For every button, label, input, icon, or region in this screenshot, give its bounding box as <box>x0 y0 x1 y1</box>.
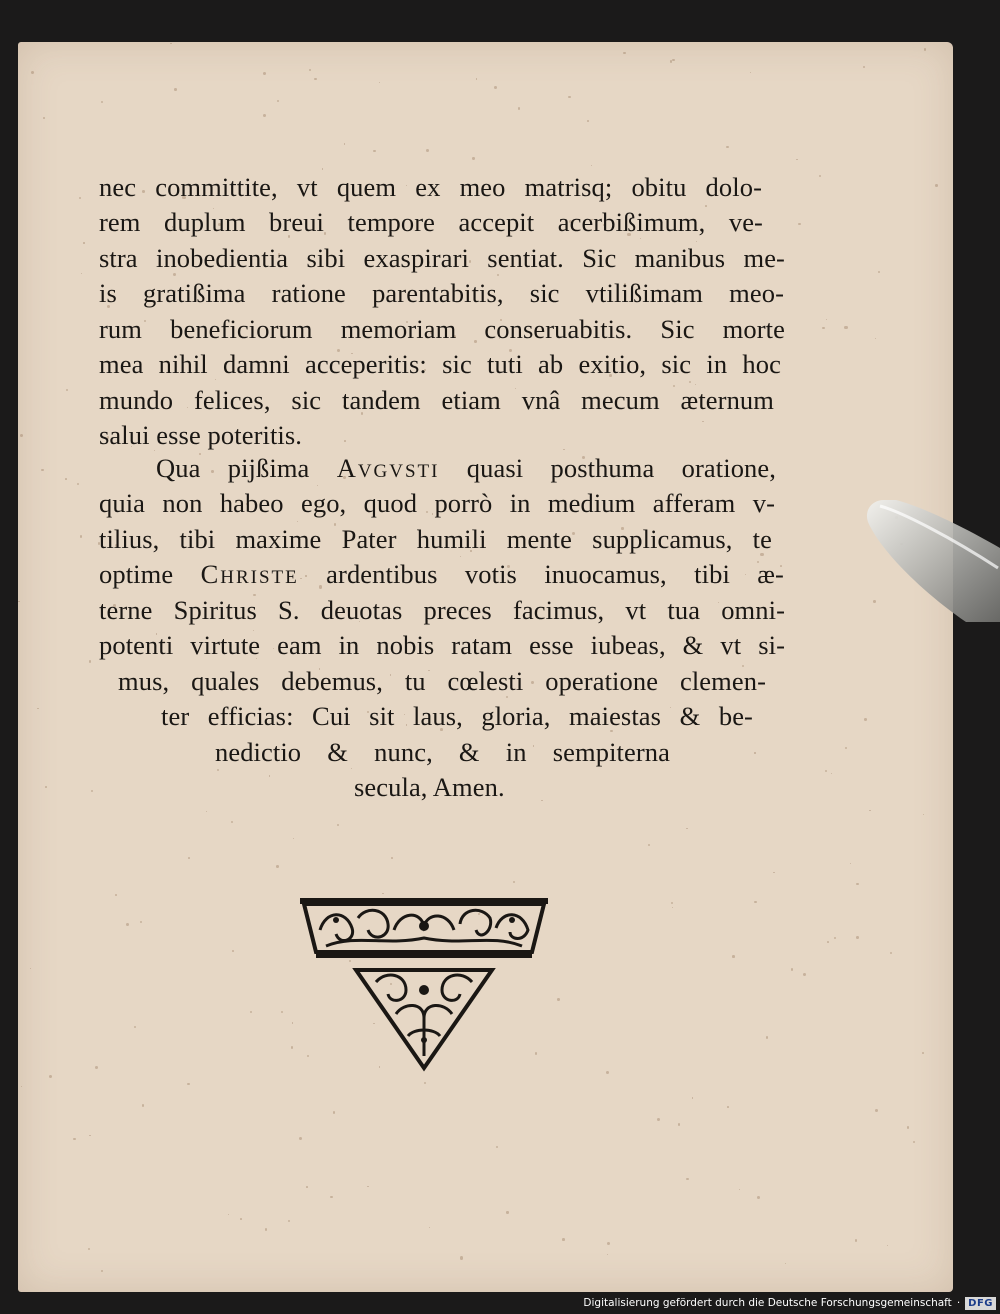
paper-speck <box>513 881 515 883</box>
paper-speck <box>309 69 311 71</box>
paper-speck <box>18 601 20 603</box>
paper-speck <box>126 923 129 926</box>
paper-speck <box>89 660 91 662</box>
paper-speck <box>671 902 673 904</box>
paper-speck <box>174 88 177 91</box>
paper-speck <box>30 968 31 969</box>
paper-speck <box>344 440 346 442</box>
paper-speck <box>429 1227 430 1228</box>
paper-speck <box>754 752 755 753</box>
paper-speck <box>333 1111 335 1113</box>
paper-speck <box>391 857 393 859</box>
paper-speck <box>686 1178 688 1180</box>
paper-speck <box>367 1186 368 1187</box>
paper-speck <box>88 1248 90 1250</box>
paper-speck <box>887 1245 888 1246</box>
paper-speck <box>276 865 279 868</box>
paper-speck <box>890 952 892 954</box>
paper-speck <box>822 327 824 329</box>
paper-speck <box>95 1066 98 1069</box>
text-line: mundo felices, sic tandem etiam vnâ mecum æternum <box>99 385 774 415</box>
paper-speck <box>140 921 142 923</box>
paper-speck <box>299 1137 302 1140</box>
paper-speck <box>766 1036 769 1039</box>
paper-speck <box>922 1052 924 1054</box>
paper-speck <box>557 998 560 1001</box>
paper-speck <box>265 1228 268 1231</box>
text-line: nec committite, vt quem ex meo matrisq; obitu dolo- <box>99 172 762 202</box>
text-line: potenti virtute eam in nobis ratam esse iubeas, & vt si- <box>99 630 785 660</box>
paper-speck <box>91 790 93 792</box>
paper-speck <box>834 937 836 939</box>
paper-speck <box>855 1239 857 1241</box>
paper-speck <box>79 197 81 199</box>
paper-speck <box>232 950 234 952</box>
paper-speck <box>344 143 345 144</box>
paper-speck <box>330 1196 333 1199</box>
paper-speck <box>77 483 79 485</box>
paper-speck <box>791 968 794 971</box>
paper-speck <box>134 1026 136 1028</box>
text-line: rem duplum breui tempore accepit acerbißimum, ve- <box>99 207 763 237</box>
paper-speck <box>170 43 171 44</box>
separator: · <box>956 1297 961 1309</box>
paper-speck <box>293 838 294 839</box>
text-line: quia non habeo ego, quod porrò in medium afferam v- <box>99 488 775 518</box>
footer-credit <box>583 1294 996 1312</box>
paper-speck <box>863 66 865 68</box>
text-line: optime Christe ardentibus votis inuocamus, tibi æ- <box>99 559 784 589</box>
paper-speck <box>231 821 233 823</box>
dfg-logo-icon: DFG <box>965 1297 996 1310</box>
paper-speck <box>657 1118 660 1121</box>
paper-speck <box>878 271 880 273</box>
paper-speck <box>476 78 477 79</box>
paper-speck <box>726 146 729 149</box>
paper-speck <box>49 1075 52 1078</box>
paper-speck <box>288 1220 290 1222</box>
paper-speck <box>563 449 564 450</box>
paper-speck <box>819 175 821 177</box>
text-line: stra inobedientia sibi exaspirari sentiat. Sic manibus me- <box>99 243 785 273</box>
paper-speck <box>591 165 592 166</box>
paper-speck <box>460 1256 463 1259</box>
paper-speck <box>754 901 757 904</box>
paper-speck <box>101 101 103 103</box>
paper-speck <box>607 1254 608 1255</box>
paper-speck <box>727 1106 729 1108</box>
paper-speck <box>65 478 67 480</box>
paper-speck <box>773 872 774 873</box>
paper-speck <box>379 82 380 83</box>
text-line: rum beneficiorum memoriam conseruabitis. Sic morte <box>99 314 785 344</box>
text-line: nedictio & nunc, & in sempiterna <box>215 737 670 767</box>
text-line: terne Spiritus S. deuotas preces facimus, vt tua omni- <box>99 595 785 625</box>
paper-speck <box>648 844 650 846</box>
text-line: tilius, tibi maxime Pater humili mente supplicamus, te <box>99 524 772 554</box>
paper-speck <box>692 1097 693 1098</box>
glass-page-weight <box>862 492 1000 622</box>
paper-speck <box>825 770 827 772</box>
paper-speck <box>750 72 751 73</box>
paper-speck <box>66 389 68 391</box>
paper-speck <box>314 78 317 81</box>
paper-speck <box>757 1196 760 1199</box>
paper-speck <box>623 52 626 55</box>
paper-speck <box>803 973 806 976</box>
paper-speck <box>924 48 927 51</box>
paper-speck <box>263 114 266 117</box>
paper-speck <box>45 786 47 788</box>
paper-speck <box>80 535 83 538</box>
paper-speck <box>541 800 542 801</box>
paper-speck <box>875 1109 878 1112</box>
paper-speck <box>702 421 704 423</box>
paper-speck <box>291 1046 293 1048</box>
paper-speck <box>424 1082 426 1084</box>
paper-speck <box>913 1141 915 1143</box>
paper-speck <box>292 1022 294 1024</box>
text-line: mus, quales debemus, tu cœlesti operatione clemen- <box>118 666 766 696</box>
paper-speck <box>277 100 279 102</box>
paper-speck <box>845 747 847 749</box>
paper-speck <box>935 184 938 187</box>
text-line <box>156 451 776 485</box>
paper-speck <box>83 242 84 243</box>
text-line: is gratißima ratione parentabitis, sic vtilißimam meo- <box>99 278 784 308</box>
paper-speck <box>306 1186 308 1188</box>
paper-speck <box>798 223 801 226</box>
paper-speck <box>337 824 339 826</box>
paper-speck <box>496 1146 498 1148</box>
paper-speck <box>269 775 271 777</box>
paper-speck <box>844 326 847 329</box>
paper-speck <box>31 71 34 74</box>
paper-speck <box>831 773 832 774</box>
paper-speck <box>672 59 674 61</box>
paper-speck <box>587 120 589 122</box>
paper-speck <box>785 1263 787 1265</box>
small-caps-name: Christe <box>200 559 299 589</box>
paper-speck <box>796 159 798 161</box>
paper-speck <box>678 1123 681 1126</box>
paper-speck <box>562 1238 565 1241</box>
paper-speck <box>373 150 375 152</box>
paper-speck <box>217 769 219 771</box>
paper-speck <box>864 718 867 721</box>
paper-speck <box>81 273 82 274</box>
printers-ornament-icon <box>296 890 552 1072</box>
paper-speck <box>826 319 827 320</box>
paper-speck <box>607 1242 610 1245</box>
paper-speck <box>187 1083 189 1085</box>
paper-speck <box>281 1011 283 1013</box>
paper-speck <box>518 107 520 109</box>
paper-speck <box>506 1211 508 1213</box>
text-run: Qua pijßima Avgvsti quasi posthuma oratione, <box>156 453 776 483</box>
paper-speck <box>672 907 673 908</box>
paper-speck <box>606 1071 609 1074</box>
text-line: salui esse poteritis. <box>99 420 303 450</box>
paper-speck <box>21 1086 22 1087</box>
paper-speck <box>923 814 924 815</box>
paper-speck <box>856 936 859 939</box>
paper-speck <box>426 149 429 152</box>
small-caps-name: Avgvsti <box>336 453 440 483</box>
text-line: secula, Amen. <box>354 772 505 802</box>
paper-speck <box>856 883 858 885</box>
paper-speck <box>206 811 207 812</box>
paper-speck <box>20 434 23 437</box>
paper-speck <box>142 1104 145 1107</box>
paper-speck <box>827 941 829 943</box>
paper-speck <box>850 863 851 864</box>
funding-credit-text: Digitalisierung gefördert durch die Deutsche Forschungsgemeinschaft <box>583 1297 952 1309</box>
paper-speck <box>228 1214 229 1215</box>
paper-speck <box>41 469 44 472</box>
paper-speck <box>37 708 38 709</box>
paper-speck <box>263 72 266 75</box>
paper-speck <box>115 894 117 896</box>
paper-speck <box>686 828 688 830</box>
text-line: mea nihil damni acceperitis: sic tuti ab exitio, sic in hoc <box>99 349 781 379</box>
paper-speck <box>73 1138 75 1140</box>
paper-speck <box>732 955 735 958</box>
paper-speck <box>494 86 497 89</box>
paper-speck <box>670 60 672 62</box>
paper-speck <box>568 96 571 99</box>
paper-speck <box>101 1270 103 1272</box>
paper-speck <box>250 1011 252 1013</box>
paper-speck <box>875 338 876 339</box>
paper-speck <box>869 810 870 811</box>
paper-speck <box>907 1126 909 1128</box>
paper-speck <box>188 857 190 859</box>
paper-speck <box>472 157 474 159</box>
paper-speck <box>739 1189 740 1190</box>
paper-speck <box>240 1218 242 1220</box>
paper-speck <box>89 1135 91 1137</box>
paper-speck <box>43 117 45 119</box>
text-line: ter efficias: Cui sit laus, gloria, maiestas & be- <box>161 701 753 731</box>
